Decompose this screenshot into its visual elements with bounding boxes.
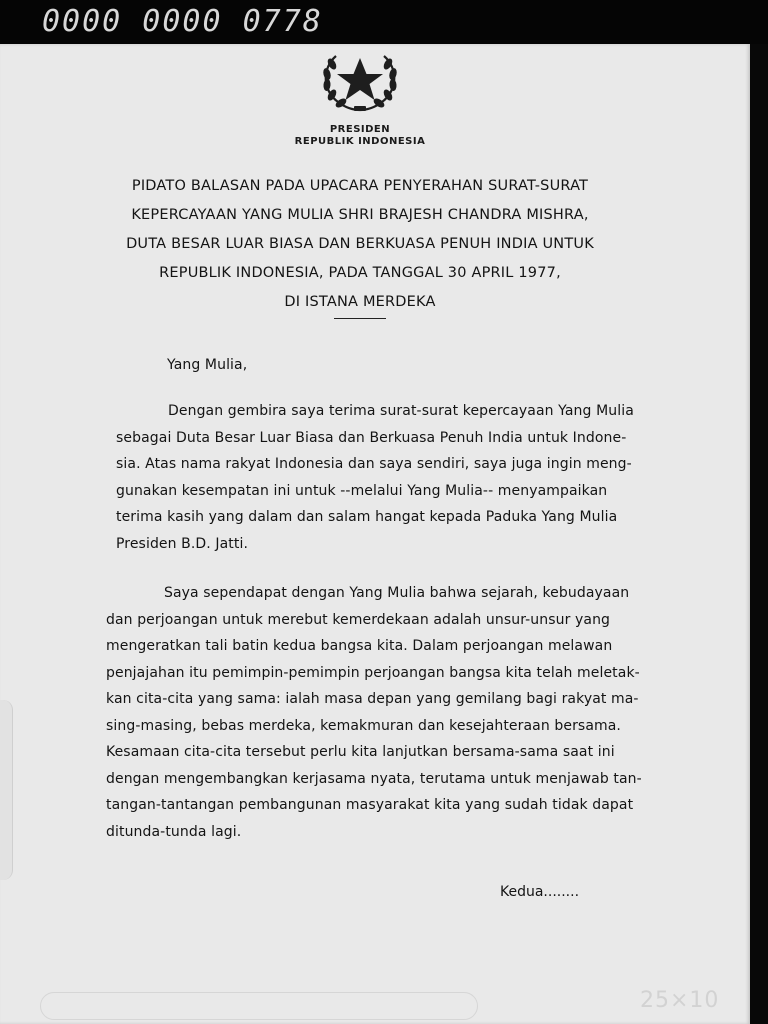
- title-underline-divider: [334, 318, 386, 319]
- paragraph-line: dengan mengembangkan kerjasama nyata, terutama untuk menjawab tan-: [106, 770, 642, 787]
- paragraph-2: [106, 580, 642, 845]
- office-letterhead: [270, 124, 450, 148]
- title-line: REPUBLIK INDONESIA, PADA TANGGAL 30 APRIL 1977,: [159, 265, 561, 281]
- paragraph-1: [116, 398, 634, 557]
- presidential-emblem-icon: [316, 44, 404, 114]
- film-frame-header: [0, 0, 768, 46]
- paragraph-line: Kesamaan cita-cita tersebut perlu kita lanjutkan bersama-sama saat ini: [106, 744, 615, 760]
- continuation-marker: Kedua........: [500, 884, 580, 900]
- speech-title: [110, 172, 610, 317]
- paragraph-line: sing-masing, bebas merdeka, kemakmuran dan kesejahteraan bersama.: [106, 717, 621, 734]
- paragraph-line: mengeratkan tali batin kedua bangsa kita. Dalam perjoangan melawan: [106, 638, 613, 654]
- office-line-2: REPUBLIK INDONESIA: [294, 136, 426, 147]
- page-edge-shadow: [750, 44, 768, 1024]
- paragraph-line: Saya sependapat dengan Yang Mulia bahwa sejarah, kebudayaan: [164, 585, 630, 601]
- paragraph-line: sia. Atas nama rakyat Indonesia dan saya sendiri, saya juga ingin meng-: [116, 456, 632, 472]
- binding-tab: [0, 700, 13, 880]
- office-line-1: PRESIDEN: [329, 124, 391, 135]
- title-line: DUTA BESAR LUAR BIASA DAN BERKUASA PENUH INDIA UNTUK: [126, 236, 594, 252]
- paragraph-line: Dengan gembira saya terima surat-surat kepercayaan Yang Mulia: [168, 403, 634, 419]
- title-line: PIDATO BALASAN PADA UPACARA PENYERAHAN SURAT-SURAT: [131, 178, 589, 194]
- corner-stamp: 25×10: [640, 988, 720, 1013]
- title-line: KEPERCAYAAN YANG MULIA SHRI BRAJESH CHANDRA MISHRA,: [131, 207, 589, 223]
- paragraph-line: terima kasih yang dalam dan salam hangat kepada Paduka Yang Mulia: [116, 509, 618, 525]
- scan-artifact: [40, 992, 478, 1020]
- paragraph-line: sebagai Duta Besar Luar Biasa dan Berkuasa Penuh India untuk Indone-: [116, 429, 627, 446]
- paragraph-line: gunakan kesempatan ini untuk --melalui Yang Mulia-- menyampaikan: [116, 482, 608, 499]
- salutation: Yang Mulia,: [167, 357, 248, 373]
- title-line: DI ISTANA MERDEKA: [284, 294, 436, 310]
- paragraph-line: penjajahan itu pemimpin-pemimpin perjoangan bangsa kita telah meletak-: [106, 664, 640, 681]
- paragraph-line: dan perjoangan untuk merebut kemerdekaan adalah unsur-unsur yang: [106, 611, 611, 628]
- paragraph-line: tangan-tantangan pembangunan masyarakat kita yang sudah tidak dapat: [106, 797, 634, 813]
- paragraph-line: kan cita-cita yang sama: ialah masa depan yang gemilang bagi rakyat ma-: [106, 691, 639, 707]
- frame-number: 0000 0000 0778: [42, 4, 323, 39]
- paragraph-line: Presiden B.D. Jatti.: [116, 535, 249, 552]
- paragraph-line: ditunda-tunda lagi.: [106, 823, 242, 840]
